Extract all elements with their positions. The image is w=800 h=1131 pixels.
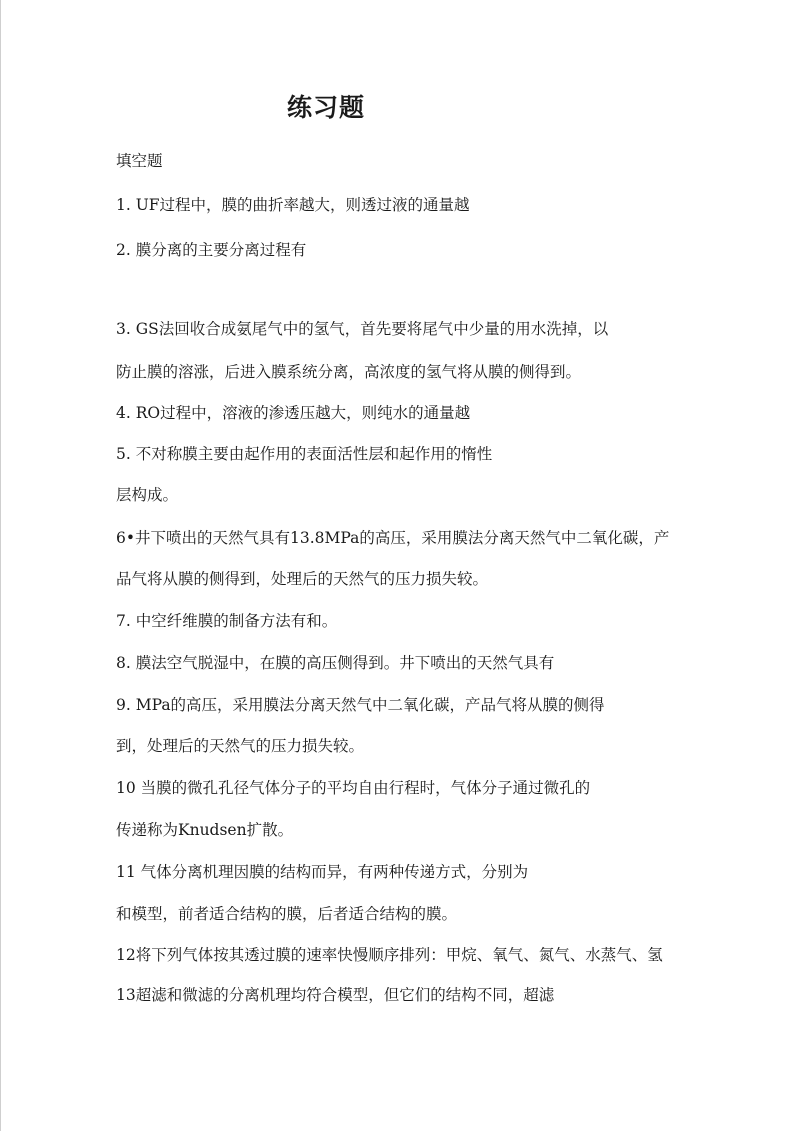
- question-line: 2. 膜分离的主要分离过程有: [116, 241, 307, 259]
- section-heading: 填空题: [116, 152, 163, 170]
- question-line: 8. 膜法空气脱湿中，在膜的高压侧得到。井下喷出的天然气具有: [116, 654, 555, 672]
- question-line: 10 当膜的微孔孔径气体分子的平均自由行程时，气体分子通过微孔的: [116, 779, 591, 797]
- question-line: 11 气体分离机理因膜的结构而异，有两种传递方式，分别为: [116, 863, 529, 881]
- question-line: 品气将从膜的侧得到，处理后的天然气的压力损失较。: [116, 570, 489, 588]
- page-border: [0, 0, 1, 1131]
- question-line: 1. UF过程中，膜的曲折率越大，则透过液的通量越: [116, 196, 470, 214]
- question-line: 层构成。: [116, 486, 179, 504]
- question-line: 12将下列气体按其透过膜的速率快慢顺序排列：甲烷、氧气、氮气、水蒸气、氢: [116, 946, 663, 964]
- document-title: 练习题: [287, 93, 366, 122]
- question-line: 到，处理后的天然气的压力损失较。: [116, 737, 365, 755]
- question-line: 7. 中空纤维膜的制备方法有和。: [116, 612, 338, 630]
- question-line: 6•井下喷出的天然气具有13.8MPa的高压，采用膜法分离天然气中二氧化碳，产: [116, 529, 670, 547]
- question-line: 13超滤和微滤的分离机理均符合模型，但它们的结构不同，超滤: [116, 986, 555, 1004]
- question-line: 4. RO过程中，溶液的渗透压越大，则纯水的通量越: [116, 404, 471, 422]
- question-line: 和模型，前者适合结构的膜，后者适合结构的膜。: [116, 905, 458, 923]
- question-line: 传递称为Knudsen扩散。: [116, 821, 294, 839]
- question-line: 5. 不对称膜主要由起作用的表面活性层和起作用的惰性: [116, 445, 493, 463]
- question-line: 防止膜的溶涨，后进入膜系统分离，高浓度的氢气将从膜的侧得到。: [116, 363, 582, 381]
- question-line: 9. MPa的高压，采用膜法分离天然气中二氧化碳，产品气将从膜的侧得: [116, 696, 605, 714]
- question-line: 3. GS法回收合成氨尾气中的氢气，首先要将尾气中少量的用水洗掉，以: [116, 320, 609, 338]
